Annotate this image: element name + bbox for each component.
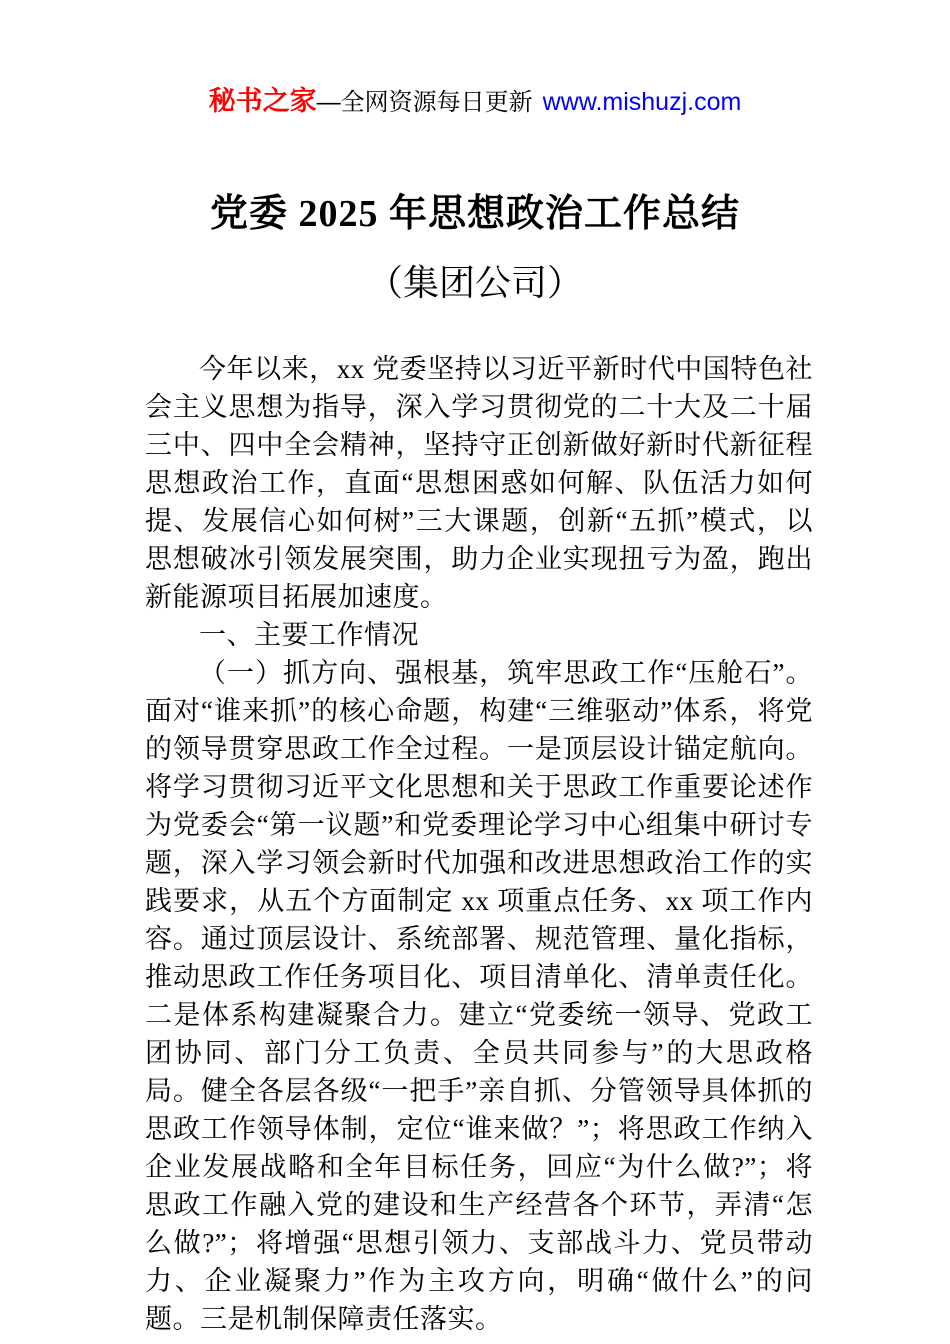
site-header (0, 88, 950, 116)
section-heading-main-work: 一、主要工作情况 (199, 620, 419, 650)
paragraph-intro: 今年以来，xx 党委坚持以习近平新时代中国特色社会主义思想为指导，深入学习贯彻党的二十大及二十届三中、四中全会精神，坚持守正创新做好新时代新征程思想政治工作，直面“思想困惑如何解、队伍活力如何提、发展信心如何树”三大课题，创新“五抓”模式，以思想破冰引领发展突围，助力企业实现扭亏为盈，跑出新能源项目拓展加速度。 (145, 354, 813, 612)
document-subtitle: （集团公司） (366, 263, 583, 303)
site-brand: 秘书之家 (208, 86, 317, 116)
paragraph-section-one: （一）抓方向、强根基，筑牢思政工作“压舱石”。面对“谁来抓”的核心命题，构建“三维驱动”体系，将党的领导贯穿思政工作全过程。一是顶层设计锚定航向。将学习贯彻习近平文化思想和关于思政工作重要论述作为党委会“第一议题”和党委理论学习中心组集中研讨专题，深入学习领会新时代加强和改进思想政治工作的实践要求，从五个方面制定 xx 项重点任务、xx 项工作内容。通过顶层设计、系统部署、规范管理、量化指标，推动思政工作任务项目化、项目清单化、清单责任化。二是体系构建凝聚合力。建立“党委统一领导、党政工团协同、部门分工负责、全员共同参与”的大思政格局。健全各层各级“一把手”亲自抓、分管领导具体抓的思政工作领导体制，定位“谁来做？”；将思政工作纳入企业发展战略和全年目标任务，回应“为什么做?”；将思政工作融入党的建设和生产经营各个环节，弄清“怎么做?”；将增强“思想引领力、支部战斗力、党员带动力、企业凝聚力”作为主攻方向，明确“做什么”的问题。三是机制保障责任落实。 (145, 658, 813, 1334)
site-url-link[interactable]: www.mishuzj.com (542, 88, 742, 116)
document-body (145, 350, 813, 1338)
document-title: 党委 2025 年思想政治工作总结 (209, 193, 740, 235)
site-tagline: —全网资源每日更新 (316, 89, 533, 116)
